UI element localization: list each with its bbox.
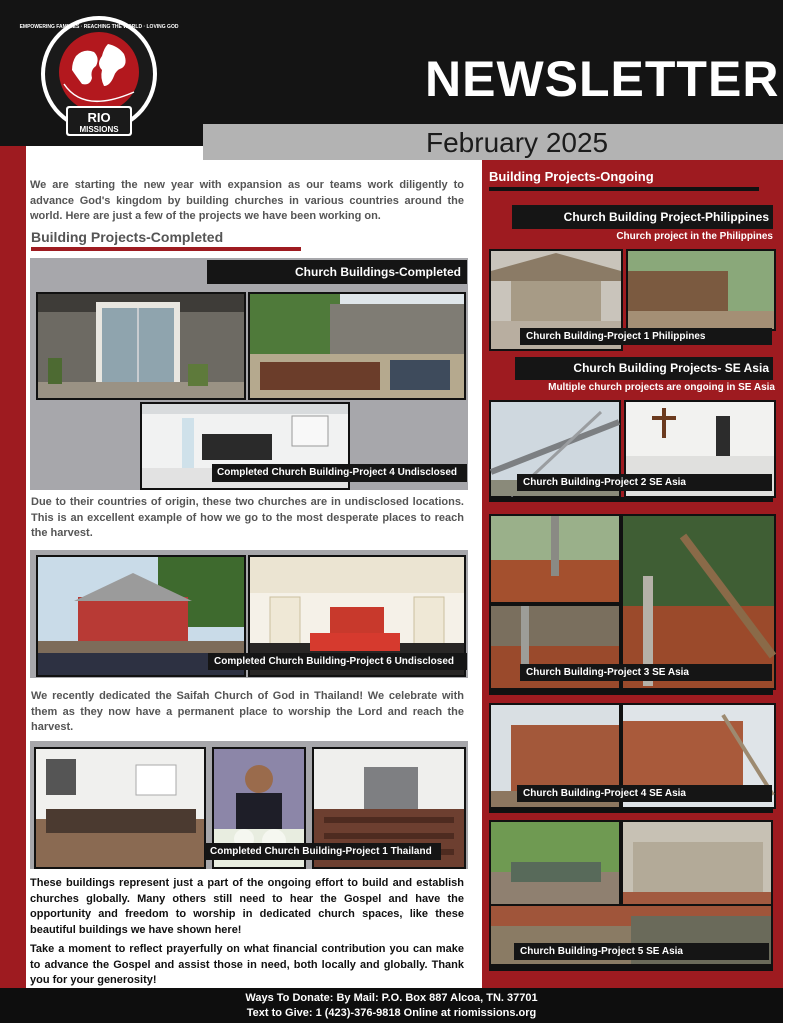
caption-project-4: Completed Church Building-Project 4 Undisclosed	[212, 464, 467, 482]
donation-footer	[0, 988, 783, 1023]
se-asia-sub: Multiple church projects are ongoing in SE Asia	[548, 382, 775, 393]
caption-project-6: Completed Church Building-Project 6 Undisclosed	[208, 653, 467, 670]
divider-2	[489, 690, 773, 695]
left-accent-bar	[0, 146, 26, 988]
caption-sea-3: Church Building-Project 3 SE Asia	[520, 664, 772, 681]
intro-paragraph: We are starting the new year with expansion as our teams work diligently to advance God's kingdom by building churches in various countries around the world. Here are just a few of the projects we have been working on.	[30, 179, 464, 222]
philippines-label: Church Building Project-Philippines	[512, 205, 773, 229]
caption-sea-4: Church Building-Project 4 SE Asia	[517, 785, 772, 802]
rio-missions-logo	[19, 14, 179, 140]
caption-project-1-thailand: Completed Church Building-Project 1 Thailand	[205, 843, 441, 860]
logo-sub: MISSIONS	[79, 125, 119, 134]
logo-name: RIO	[87, 110, 111, 125]
divider-4	[489, 966, 773, 971]
completed-label: Church Buildings-Completed	[207, 260, 467, 284]
sea3-photo-1	[489, 514, 621, 604]
ph-photo-2	[626, 249, 776, 331]
sea5-photo-1	[489, 820, 621, 906]
undisclosed-paragraph: Due to their countries of origin, these two churches are in undisclosed locations. This is an excellent example of how we go to the most desperate places to reach the harvest.	[31, 496, 464, 539]
caption-sea-5: Church Building-Project 5 SE Asia	[514, 943, 769, 960]
church-photo-6	[34, 747, 206, 869]
issue-date: February 2025	[426, 127, 609, 158]
philippines-sub: Church project in the Philippines	[616, 231, 773, 242]
ongoing-underline	[489, 187, 759, 191]
newsletter-title: NEWSLETTER	[425, 51, 780, 107]
footer-text-online: Text to Give: 1 (423)-376-9818 Online at riomissions.org	[246, 1007, 537, 1019]
heading-underline	[31, 247, 301, 251]
thailand-paragraph: We recently dedicated the Saifah Church of God in Thailand! We celebrate with them as they now have a permanent place to worship the Lord and reach the harvest.	[31, 690, 464, 733]
page-edge	[783, 0, 791, 1023]
church-photo-1	[36, 292, 246, 400]
closing-paragraph: These buildings represent just a part of the ongoing effort to build and establish churches globally. Many others still need to hear the Gospel and have the opportunity and freedom to worship in dedicated church spaces, like these beautiful buildings we have shown here!	[30, 877, 464, 936]
logo-ring-text: EMPOWERING FAMILIES · REACHING THE WORLD · LOVING GOD	[19, 24, 179, 30]
ongoing-heading: Building Projects-Ongoing	[489, 169, 654, 184]
divider-3	[489, 808, 773, 813]
divider-1	[489, 497, 773, 502]
completed-heading: Building Projects-Completed	[31, 229, 224, 245]
sea5-photo-2	[621, 820, 773, 906]
caption-sea-2: Church Building-Project 2 SE Asia	[517, 474, 772, 491]
caption-ph-1: Church Building-Project 1 Philippines	[520, 328, 772, 345]
generosity-paragraph: Take a moment to reflect prayerfully on what financial contribution you can make to advance the Gospel and assist those in need, both locally and globally. Thank you for your generosity!	[30, 943, 464, 986]
church-photo-2	[248, 292, 466, 400]
se-asia-label: Church Building Projects- SE Asia	[515, 357, 773, 380]
footer-mail: Ways To Donate: By Mail: P.O. Box 887 Alcoa, TN. 37701	[245, 992, 538, 1004]
